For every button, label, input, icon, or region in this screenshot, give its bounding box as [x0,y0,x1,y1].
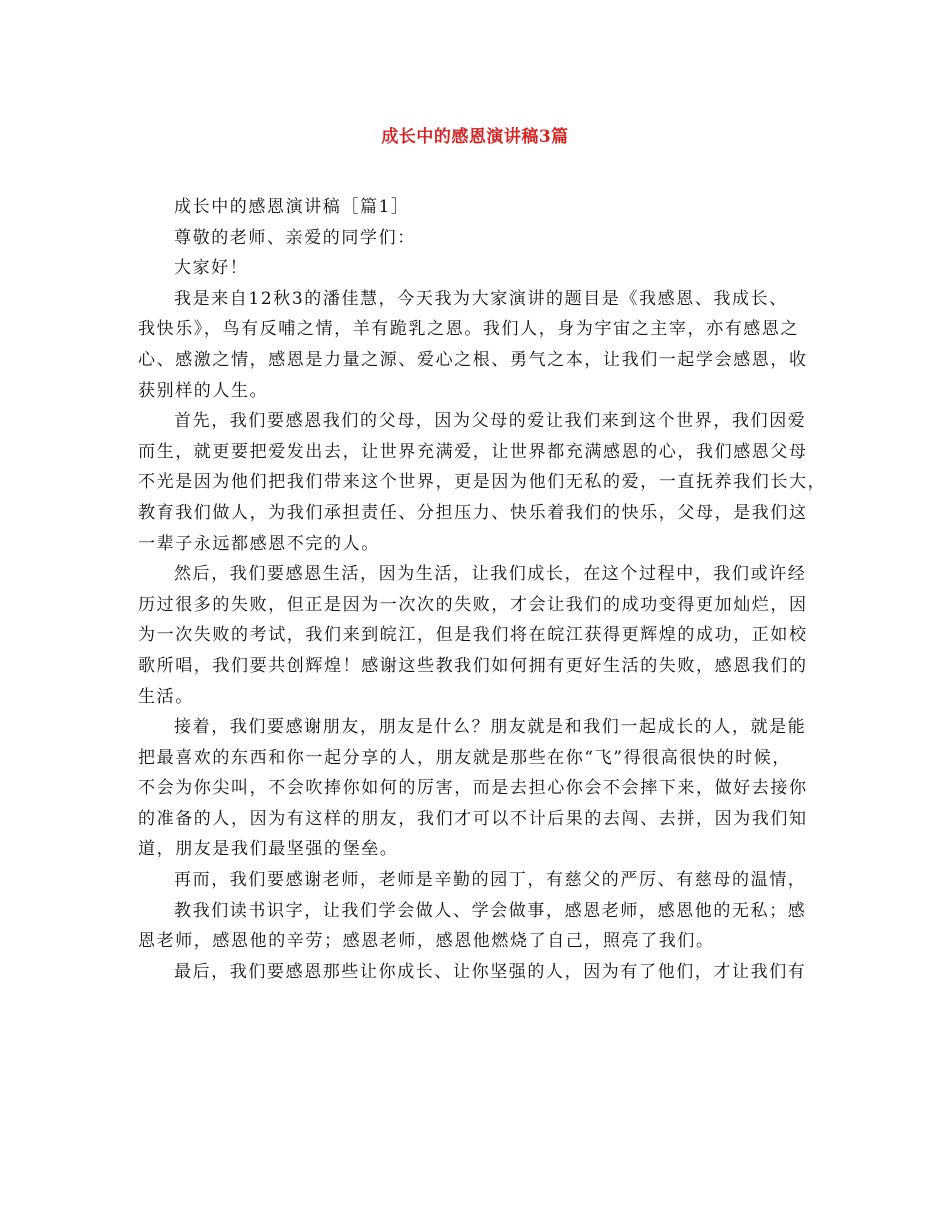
text-line: 不会为你尖叫，不会吹捧你如何的厉害，而是去担心你会不会摔下来，做好去接你 [138,778,808,799]
text-line: 大家好！ [174,258,249,279]
text-line: 教育我们做人，为我们承担责任、分担压力、快乐着我们的快乐，父母，是我们这 [138,502,808,523]
document-body [138,192,827,987]
text-line: 教我们读书识字，让我们学会做人、学会做事，感恩老师，感恩他的无私；感 [174,900,807,921]
text-line: 一辈子永远都感恩不完的人。 [138,533,380,554]
text-line: 生活。 [138,686,194,707]
text-line: 首先，我们要感恩我们的父母，因为父母的爱让我们来到这个世界，我们因爱 [174,411,807,432]
text-line: 成长中的感恩演讲稿［篇1］ [174,197,410,217]
document-title: 成长中的感恩演讲稿3篇 [381,127,569,147]
text-line: 把最喜欢的东西和你一起分享的人，朋友就是那些在你“飞”得很高很快的时候， [138,747,791,768]
text-line: 恩老师，感恩他的辛劳；感恩老师，感恩他燃烧了自己，照亮了我们。 [138,931,715,952]
text-line: 的准备的人，因为有这样的朋友，我们才可以不计后果的去闯、去拼，因为我们知 [138,808,808,829]
text-line: 然后，我们要感恩生活，因为生活，让我们成长，在这个过程中，我们或许经 [174,564,807,585]
text-line: 尊敬的老师、亲爱的同学们： [174,227,416,248]
text-line: 道，朋友是我们最坚强的堡垒。 [138,839,399,860]
text-line: 而生，就更要把爱发出去，让世界充满爱，让世界都充满感恩的心，我们感恩父母 [138,441,808,462]
text-line: 心、感激之情，感恩是力量之源、爱心之根、勇气之本，让我们一起学会感恩，收 [138,349,808,370]
text-line: 再而，我们要感谢老师，老师是辛勤的园丁，有慈父的严厉、有慈母的温情， [174,870,807,891]
text-line: 为一次失败的考试，我们来到皖江，但是我们将在皖江获得更辉煌的成功，正如校 [138,625,808,646]
text-line: 获别样的人生。 [138,380,269,401]
text-line: 我快乐》，鸟有反哺之情，羊有跪乳之恩。我们人，身为宇宙之主宰，亦有感恩之 [138,319,800,340]
text-line: 我是来自12秋3的潘佳慧，今天我为大家演讲的题目是《我感恩、我成长、 [174,288,788,309]
text-line: 历过很多的失败，但正是因为一次次的失败，才会让我们的成功变得更加灿烂，因 [138,594,808,615]
text-line: 接着，我们要感谢朋友，朋友是什么？朋友就是和我们一起成长的人，就是能 [174,717,807,738]
text-line: 歌所唱，我们要共创辉煌！感谢这些教我们如何拥有更好生活的失败，感恩我们的 [138,655,808,676]
text-line: 最后，我们要感恩那些让你成长、让你坚强的人，因为有了他们，才让我们有 [174,961,807,982]
text-line: 不光是因为他们把我们带来这个世界，更是因为他们无私的爱，一直抚养我们长大， [138,472,827,493]
